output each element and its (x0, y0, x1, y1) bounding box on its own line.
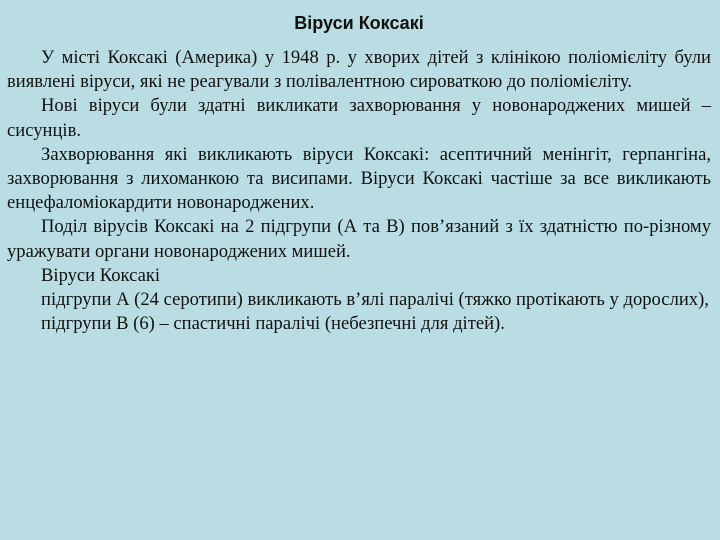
slide-title: Віруси Коксакі (294, 13, 424, 33)
paragraph-coxsackie-heading: Віруси Коксакі (41, 264, 161, 286)
slide-body (7, 46, 711, 336)
paragraph-subgroups: Поділ вірусів Коксакі на 2 підгрупи (А та В) пов’язаний з їх здатністю по-різному уражувати органи новонароджених мишей. (7, 216, 711, 262)
paragraph-subgroup-a: підгрупи А (24 серотипи) викликають в’ялі паралічі (тяжко протікають у дорослих), (41, 289, 709, 311)
paragraph-discovery: У місті Коксакі (Америка) у 1948 р. у хворих дітей з клінікою поліомієліту були виявлені віруси, які не реагували з полівалентною сироваткою до поліомієліту. (7, 47, 711, 93)
paragraph-diseases: Захворювання які викликають віруси Коксакі: асептичний менінгіт, герпангіна, захворювання з лихоманкою та висипами. Віруси Коксакі частіше за все викликають енцефаломіокардити новонароджених. (7, 143, 711, 214)
paragraph-subgroup-b: підгрупи В (6) – спастичні паралічі (небезпечні для дітей). (41, 313, 505, 335)
paragraph-newborn-mice: Нові віруси були здатні викликати захворювання у новонароджених мишей – сисунців. (7, 95, 711, 141)
